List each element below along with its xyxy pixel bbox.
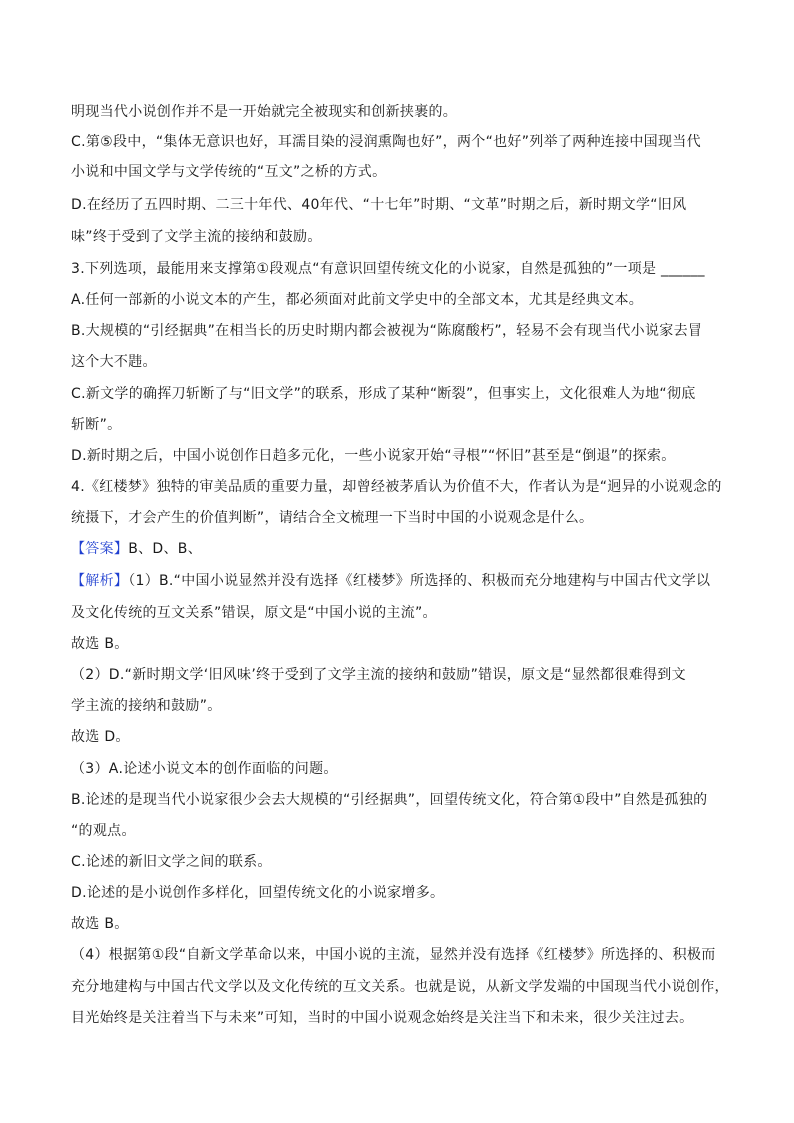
text-line: D.论述的是小说创作多样化，回望传统文化的小说家增多。 [71, 885, 445, 901]
answer-text: B、D、B、 [128, 541, 202, 557]
text-line: 学主流的接纳和鼓励”。 [71, 698, 222, 714]
text-line: （2）D.“新时期文学‘旧风味’终于受到了文学主流的接纳和鼓励”错误，原文是“显然都很难得到文 [71, 667, 686, 683]
answer-tag: 【答案】 [71, 541, 129, 557]
text-line: “的观点。 [71, 823, 136, 839]
text-line: 明现当代小说创作并不是一开始就完全被现实和创新挟裹的。 [71, 104, 458, 120]
text-line: 故选 B。 [71, 636, 129, 652]
question-3: 3.下列选项，最能用来支撑第①段观点“有意识回望传统文化的小说家，自然是孤独的”一项是 ______ [71, 261, 705, 277]
option-a: A.任何一部新的小说文本的产生，都必须面对此前文学史中的全部文本，尤其是经典文本。 [71, 292, 644, 308]
text-line: D.在经历了五四时期、二三十年代、40年代、“十七年”时期、“文革”时期之后，新时期文学“旧风 [71, 197, 687, 213]
text-line: B.论述的是现当代小说家很少会去大规模的“引经据典”，回望传统文化，符合第①段中”自然是孤独的 [71, 792, 708, 808]
option-b: B.大规模的“引经据典”在相当长的历史时期内都会被视为“陈腐酸朽”，轻易不会有现当代小说家去冒 [71, 323, 703, 339]
answer-line [71, 539, 731, 559]
text-line: 及文化传统的互文关系”错误，原文是“中国小说的主流”。 [71, 605, 437, 621]
text-line: C.第⑤段中，“集体无意识也好，耳濡目染的浸润熏陶也好”，两个“也好”列举了两种连接中国现当代 [71, 134, 701, 150]
text-line: 故选 D。 [71, 729, 130, 745]
question-4: 4.《红楼梦》独特的审美品质的重要力量，却曾经被茅盾认为价值不大，作者认为是“迥异的小说观念的 [71, 479, 722, 495]
text-line: C.论述的新旧文学之间的联系。 [71, 854, 272, 870]
text-line: 这个大不韪。 [71, 354, 157, 370]
text-line: 统摄下，才会产生的价值判断”，请结合全文梳理一下当时中国的小说观念是什么。 [71, 510, 594, 526]
analysis-text: （1）B.“中国小说显然并没有选择《红楼梦》所选择的、积极而充分地建构与中国古代文学以 [128, 573, 711, 589]
text-line: 目光始终是关注着当下与未来”可知，当时的中国小说观念始终是关注当下和未来，很少关注过去。 [71, 1010, 694, 1026]
analysis-tag: 【解析】 [71, 573, 129, 589]
text-line: 充分地建构与中国古代文学以及文化传统的互文关系。也就是说，从新文学发端的中国现当代小说创作， [71, 979, 729, 995]
text-line: 斩断”。 [71, 417, 122, 433]
text-line: 小说和中国文学与文学传统的“互文”之桥的方式。 [71, 164, 387, 180]
text-line: （3）A.论述小说文本的创作面临的问题。 [71, 761, 338, 777]
option-d: D.新时期之后，中国小说创作日趋多元化，一些小说家开始“寻根”“怀旧”甚至是“倒退”的探索。 [71, 448, 676, 464]
text-line: 故选 B。 [71, 916, 129, 932]
analysis-line [71, 571, 731, 591]
text-line: （4）根据第①段“自新文学革命以来，中国小说的主流，显然并没有选择《红楼梦》所选择的、积极而 [71, 947, 716, 963]
option-c: C.新文学的确挥刀斩断了与“旧文学”的联系，形成了某种“断裂”，但事实上，文化很难人为地“彻底 [71, 386, 696, 402]
text-line: 味”终于受到了文学主流的接纳和鼓励。 [71, 229, 322, 245]
